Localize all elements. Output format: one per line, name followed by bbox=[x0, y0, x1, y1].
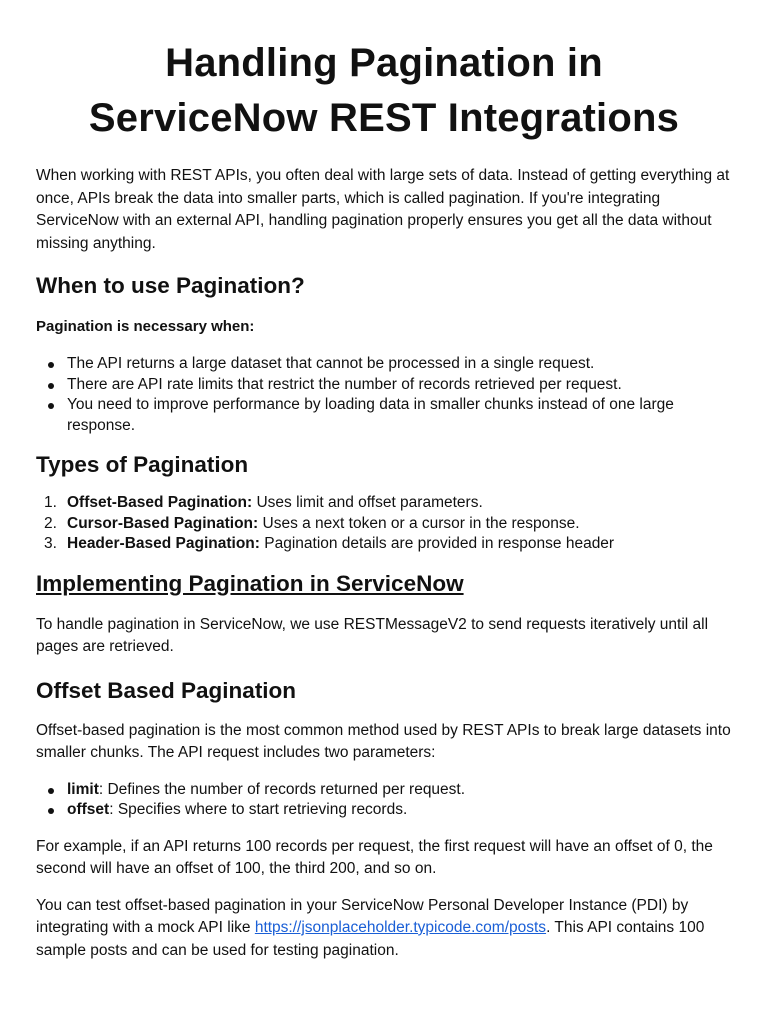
title-line-2: ServiceNow REST Integrations bbox=[88, 96, 680, 140]
offset-heading: Offset Based Pagination bbox=[36, 677, 297, 703]
jsonplaceholder-link[interactable]: https://jsonplaceholder.typicode.com/posts bbox=[254, 919, 547, 936]
when-heading: When to use Pagination? bbox=[36, 273, 305, 298]
list-item: offset: Specifies where to start retrieving records. bbox=[36, 800, 732, 821]
list-item: The API returns a large dataset that cannot be processed in a single request. bbox=[36, 354, 732, 375]
types-heading: Types of Pagination bbox=[36, 452, 249, 477]
bullet-icon bbox=[48, 788, 54, 794]
list-item: 1. Offset-Based Pagination: Uses limit and offset parameters. bbox=[44, 494, 483, 511]
list-item: 2. Cursor-Based Pagination: Uses a next token or a cursor in the response. bbox=[44, 514, 580, 532]
list-item: You need to improve performance by loading data in smaller chunks instead of one large response. bbox=[36, 395, 732, 436]
example-paragraph: For example, if an API returns 100 records per request, the first request will have an offset of 0, the second will have an offset of 100, the third 200, and so on. bbox=[36, 837, 713, 877]
page-title bbox=[36, 0, 732, 146]
intro-paragraph: When working with REST APIs, you often deal with large sets of data. Instead of getting everything at once, APIs break the data into smaller parts, which is called pagination. If you're integrating ServiceNow with an external API, handling pagination properly ensures you get all the data without missing anything. bbox=[36, 167, 730, 252]
test-paragraph: You can test offset-based pagination in your ServiceNow Personal Developer Instance (PDI) by integrating with a mock API like https://jsonplaceholder.typicode.com/posts. This API contains 100 sample posts and can be used for testing pagination. bbox=[36, 896, 705, 959]
implementing-paragraph: To handle pagination in ServiceNow, we use RESTMessageV2 to send requests iteratively until all pages are retrieved. bbox=[36, 615, 709, 655]
when-lead: Pagination is necessary when: bbox=[36, 318, 255, 335]
when-list bbox=[36, 354, 732, 436]
bullet-icon bbox=[48, 383, 54, 389]
offset-paragraph: Offset-based pagination is the most common method used by REST APIs to break large datasets into smaller chunks. The API request includes two parameters: bbox=[36, 721, 731, 761]
list-item: There are API rate limits that restrict the number of records retrieved per request. bbox=[36, 375, 732, 396]
bullet-icon bbox=[48, 403, 54, 409]
title-line-1: Handling Pagination in bbox=[165, 41, 603, 85]
bullet-icon bbox=[48, 362, 54, 368]
types-list bbox=[36, 493, 732, 555]
offset-params-list bbox=[36, 780, 732, 821]
bullet-icon bbox=[48, 808, 54, 814]
list-item: limit: Defines the number of records returned per request. bbox=[36, 780, 732, 801]
implementing-heading: Implementing Pagination in ServiceNow bbox=[36, 570, 464, 596]
list-item: 3. Header-Based Pagination: Pagination details are provided in response header bbox=[44, 535, 615, 552]
